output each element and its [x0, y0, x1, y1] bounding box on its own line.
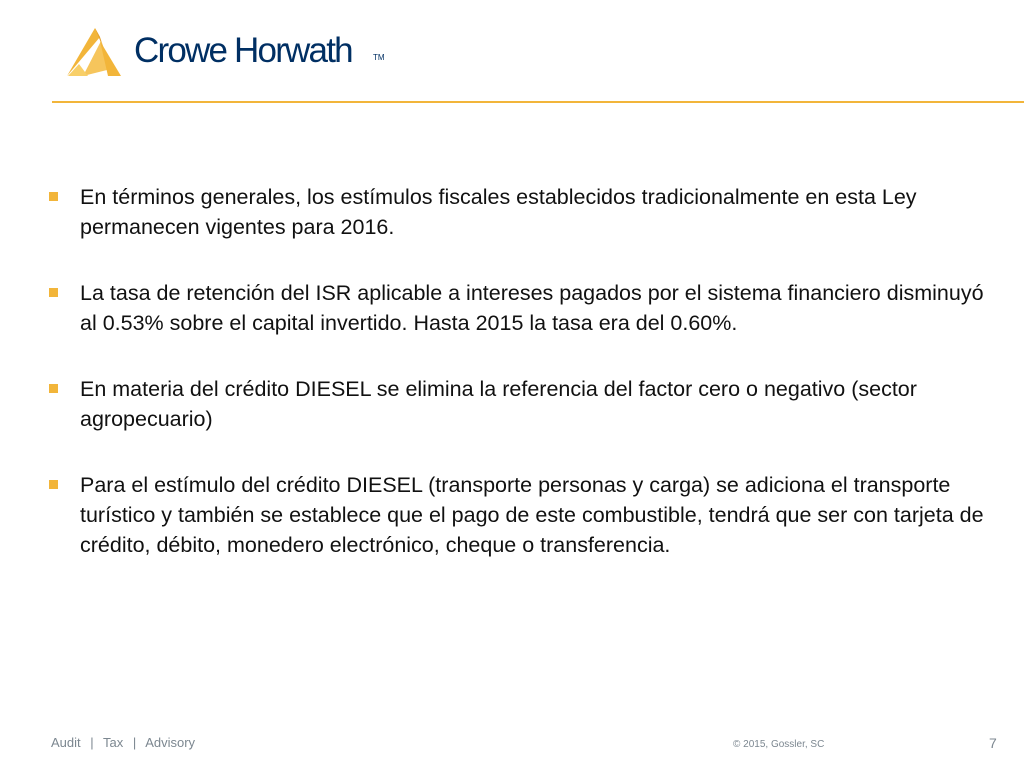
tax-label: Tax: [103, 735, 124, 750]
bullet-item: [48, 278, 994, 338]
bullet-text: La tasa de retención del ISR aplicable a intereses pagados por el sistema financiero disminuyó al 0.53% sobre el capital invertido. Hasta 2015 la tasa era del 0.60%.: [80, 281, 984, 335]
bullet-text: En términos generales, los estímulos fiscales establecidos tradicionalmente en esta Ley permanecen vigentes para 2016.: [80, 185, 917, 239]
bullet-text: Para el estímulo del crédito DIESEL (transporte personas y carga) se adiciona el transporte turístico y también se establece que el pago de este combustible, tendrá que ser con tarjeta de crédito, débito, monedero electrónico, cheque o transferencia.: [80, 473, 984, 557]
square-bullet-icon: [49, 384, 58, 393]
page-number: 7: [989, 735, 997, 751]
bullet-list: [48, 182, 994, 596]
audit-label: Audit: [51, 735, 81, 750]
service-separator: |: [132, 735, 137, 750]
service-separator: |: [90, 735, 94, 750]
advisory-label: Advisory: [145, 735, 196, 750]
bullet-item: [48, 182, 994, 242]
bullet-item: [48, 374, 994, 434]
bullet-text: En materia del crédito DIESEL se elimina la referencia del factor cero o negativo (sector agropecuario): [80, 377, 917, 431]
bullet-item: [48, 470, 994, 560]
square-bullet-icon: [49, 480, 58, 489]
header-divider: [52, 101, 1024, 103]
copyright-text: © 2015, Gossler, SC: [733, 739, 825, 750]
service-lines: [51, 735, 195, 751]
logo-mark-icon: [64, 22, 126, 78]
square-bullet-icon: [49, 288, 58, 297]
trademark-symbol: TM: [373, 53, 385, 62]
square-bullet-icon: [49, 192, 58, 201]
logo-wordmark: Crowe Horwath: [134, 31, 352, 70]
